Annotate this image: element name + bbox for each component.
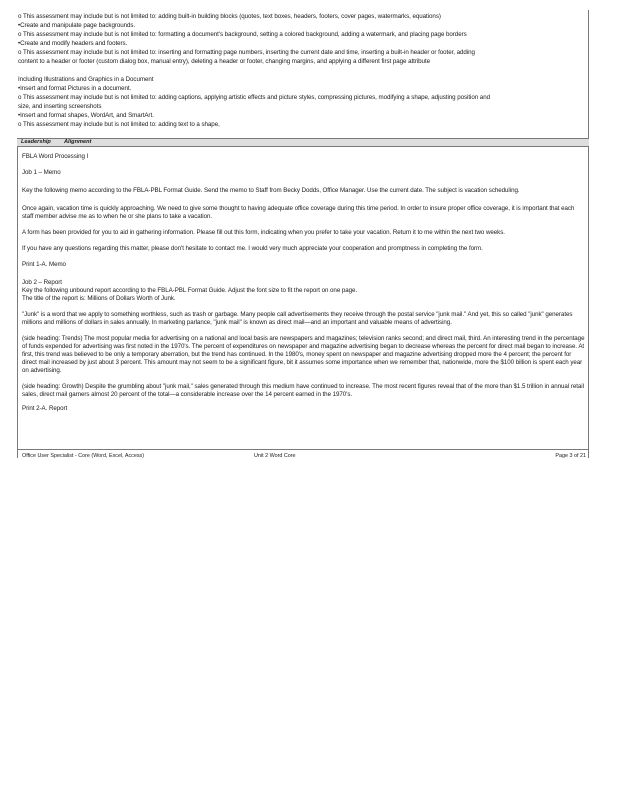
word-processing-section xyxy=(22,153,586,413)
page-border-left xyxy=(17,138,18,458)
print-instruction: Print 2-A. Report xyxy=(22,405,68,412)
band-alignment-label: Alignment xyxy=(64,139,92,145)
memo-paragraph: A form has been provided for you to aid in gathering information. Please fill out this form, indicating when you prefer to take your vacation. Return it to me within the next two weeks. xyxy=(22,229,505,236)
memo-paragraph: Once again, vacation time is quickly approaching. We need to give some thought to having adequate office coverage during this time period. In order to insure proper office coverage, it is important that each staff member advise me as to when he or she plans to take a vacation. xyxy=(22,205,575,220)
objective-line: o This assessment may include but is not limited to: adding built-in building blocks (quotes, text boxes, headers, footers, cover pages, watermarks, equations) xyxy=(18,13,441,20)
objective-line: o This assessment may include but is not limited to: formatting a document's background, setting a colored background, adding a watermark, and placing page borders xyxy=(18,31,467,38)
band-leadership-label: Leadership xyxy=(21,139,51,145)
page-footer xyxy=(22,452,586,460)
objective-line: content to a header or footer (custom dialog box, manual entry), deleting a header or footer, changing margins, and applying a different first page attribute xyxy=(18,58,431,65)
report-paragraph-trends: (side heading: Trends) The most popular media for advertising on a national and local basis are newspapers and magazines; television ranks second; and direct mail, third. An interesting trend in the percentage of funds expended for advertising was first noted in the 1970's. The percent of expenditures on newspaper and magazine advertising began to decrease whereas the percent for direct mail began to increase. At first, this trend was believed to be only a temporary aberration, but the trend has continued. In the 1980's, money spent on newspaper and magazine advertising dropped more the 4 percent; the percent for direct mail increased by just about 3 percent. This amount may not seem to be a significant figure, bit it assumes some importance when we remember that, nationwide, more the $100 billion is spent each year on advertising. xyxy=(22,335,585,374)
objective-line: •Create and modify headers and footers. xyxy=(18,40,128,47)
report-paragraph: "Junk" is a word that we apply to something worthless, such as trash or garbage. Many people call advertisements they receive through the postal service "junk mail." And yet, this so called "junk" generates millions and millions of dollars in sales annually. In marketing parlance, "junk mail" is known as direct mail—and an important and valuable means of advertising. xyxy=(22,311,573,326)
objective-line: •Insert and format Pictures in a document. xyxy=(18,85,132,92)
job2-title: Job 2 – Report xyxy=(22,279,62,286)
job1-title: Job 1 – Memo xyxy=(22,169,61,176)
footer-course-title: Office User Specialist - Core (Word, Excel, Access) xyxy=(22,453,145,459)
objective-line: o This assessment may include but is not limited to: adding captions, applying artistic effects and picture styles, compressing pictures, modifying a shape, adjusting position and xyxy=(18,94,490,101)
report-paragraph-growth: (side heading: Growth) Despite the grumbling about "junk mail," sales generated through this medium have continued to increase. The most recent figures reveal that of the more than $1.5 trillion in annual retail sales, direct mail garners almost 20 percent of the total—a considerable increase over the 14 percent earned in the 1970's. xyxy=(22,383,584,398)
objective-line: size, and inserting screenshots xyxy=(18,103,102,110)
memo-paragraph: If you have any questions regarding this matter, please don't hesitate to contact me. I would very much appreciate your cooperation and promptness in completing the form. xyxy=(22,245,483,252)
job1-instructions: Key the following memo according to the FBLA-PBL Format Guide. Send the memo to Staff from Becky Dodds, Office Manager. Use the current date. The subject is vacation scheduling. xyxy=(22,187,520,194)
blank-line xyxy=(18,66,590,75)
print-instruction: Print 1-A. Memo xyxy=(22,261,66,268)
objective-line: •Create and manipulate page backgrounds. xyxy=(18,22,136,29)
report-title-line: The title of the report is: Millions of Dollars Worth of Junk. xyxy=(22,295,176,302)
footer-unit-label: Unit 2 Word Core xyxy=(254,453,296,459)
job2-instructions: Key the following unbound report according to the FBLA-PBL Format Guide. Adjust the font size to fit the report on one page. xyxy=(22,287,358,294)
objective-line: o This assessment may include but is not limited to: inserting and formatting page numbers, inserting the current date and time, inserting a built-in header or footer, adding xyxy=(18,49,475,56)
assessment-objectives xyxy=(18,12,590,129)
footer-rule xyxy=(17,449,589,450)
section-title: FBLA Word Processing I xyxy=(22,153,89,160)
table-header-band xyxy=(17,138,589,147)
objective-line: •Insert and format shapes, WordArt, and SmartArt. xyxy=(18,112,154,119)
footer-page-number: Page 3 of 21 xyxy=(555,453,586,459)
section-heading: Including Illustrations and Graphics in a Document xyxy=(18,76,154,83)
objective-line: o This assessment may include but is not limited to: adding text to a shape, xyxy=(18,121,220,128)
